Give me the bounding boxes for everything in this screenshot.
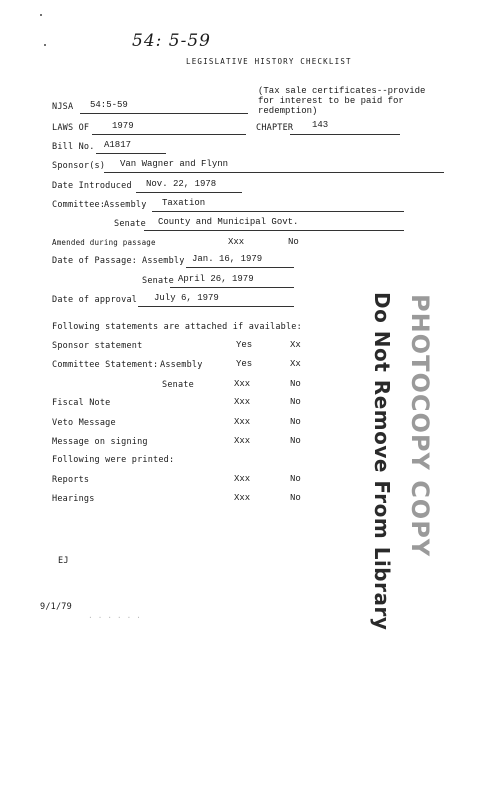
photocopy-stamp: PHOTOCOPY COPY (406, 294, 434, 558)
passage-assembly-value: Jan. 16, 1979 (192, 254, 263, 264)
scan-speck (44, 44, 46, 46)
hearings-label: Hearings (52, 494, 95, 504)
bill-no-value: A1817 (104, 140, 132, 150)
fiscal-note-label: Fiscal Note (52, 398, 111, 408)
committee-assembly-underline (152, 211, 404, 212)
printed-header: Following were printed: (52, 455, 175, 465)
handwritten-statute-number: 54: 5-59 (132, 31, 211, 51)
njsa-underline (80, 113, 248, 114)
sponsor-statement-no: Xx (290, 340, 301, 350)
initials: EJ (58, 556, 69, 566)
date-introduced-value: Nov. 22, 1978 (146, 179, 217, 189)
reports-label: Reports (52, 475, 90, 485)
passage-senate-value: April 26, 1979 (178, 274, 254, 284)
amended-no: No (288, 237, 299, 247)
reports-yes: Xxx (234, 474, 251, 484)
sponsor-underline (104, 172, 444, 173)
laws-of-label: LAWS OF (52, 123, 90, 133)
amended-label: Amended during passage (52, 238, 156, 247)
passage-assembly-underline (186, 267, 294, 268)
committee-statement-assembly-no: Xx (290, 359, 301, 369)
committee-label: Committee: (52, 200, 106, 210)
amended-yes: Xxx (228, 237, 245, 247)
njsa-value: 54:5-59 (90, 100, 128, 110)
statements-header: Following statements are attached if available: (52, 322, 302, 332)
approval-label: Date of approval (52, 295, 138, 305)
approval-underline (138, 306, 294, 307)
committee-statement-senate-no: No (290, 379, 301, 389)
note-line-3: redemption) (258, 106, 318, 116)
chapter-underline (290, 134, 400, 135)
passage-senate-underline (170, 287, 294, 288)
veto-message-yes: Xxx (234, 417, 251, 427)
scan-noise: · · · · · · (88, 613, 141, 622)
note-line-2: for interest to be paid for (258, 96, 404, 106)
bill-no-label: Bill No. (52, 142, 95, 152)
veto-message-label: Veto Message (52, 418, 116, 428)
hearings-no: No (290, 493, 301, 503)
note-line-1: (Tax sale certificates--provide (258, 86, 426, 96)
committee-senate-value: County and Municipal Govt. (158, 217, 299, 227)
laws-of-value: 1979 (112, 121, 134, 131)
committee-statement-label: Committee Statement: (52, 360, 159, 370)
message-signing-yes: Xxx (234, 436, 251, 446)
passage-assembly-label: Assembly (142, 256, 185, 266)
fiscal-note-no: No (290, 397, 301, 407)
passage-label: Date of Passage: (52, 256, 138, 266)
message-signing-no: No (290, 436, 301, 446)
committee-statement-assembly-label: Assembly (160, 360, 203, 370)
hearings-yes: Xxx (234, 493, 251, 503)
footer-date: 9/1/79 (40, 602, 72, 612)
reports-no: No (290, 474, 301, 484)
committee-statement-assembly-yes: Yes (236, 359, 253, 369)
chapter-value: 143 (312, 120, 329, 130)
date-introduced-underline (136, 192, 242, 193)
date-introduced-label: Date Introduced (52, 181, 132, 191)
passage-senate-label: Senate (142, 276, 174, 286)
scan-speck (40, 14, 42, 16)
committee-statement-senate-yes: Xxx (234, 379, 251, 389)
committee-assembly-value: Taxation (162, 198, 206, 208)
chapter-label: CHAPTER (256, 123, 294, 133)
committee-senate-underline (144, 230, 404, 231)
approval-value: July 6, 1979 (154, 293, 219, 303)
committee-senate-label: Senate (114, 219, 146, 229)
fiscal-note-yes: Xxx (234, 397, 251, 407)
committee-assembly-label: Assembly (104, 200, 147, 210)
laws-of-underline (92, 134, 246, 135)
veto-message-no: No (290, 417, 301, 427)
sponsor-label: Sponsor(s) (52, 161, 106, 171)
bill-no-underline (96, 153, 166, 154)
page-title: LEGISLATIVE HISTORY CHECKLIST (186, 57, 352, 66)
committee-statement-senate-label: Senate (162, 380, 194, 390)
sponsor-statement-label: Sponsor statement (52, 341, 143, 351)
sponsor-value: Van Wagner and Flynn (120, 159, 229, 169)
sponsor-statement-yes: Yes (236, 340, 253, 350)
message-signing-label: Message on signing (52, 437, 148, 447)
njsa-label: NJSA (52, 102, 74, 112)
do-not-remove-stamp: Do Not Remove From Library (370, 292, 394, 631)
